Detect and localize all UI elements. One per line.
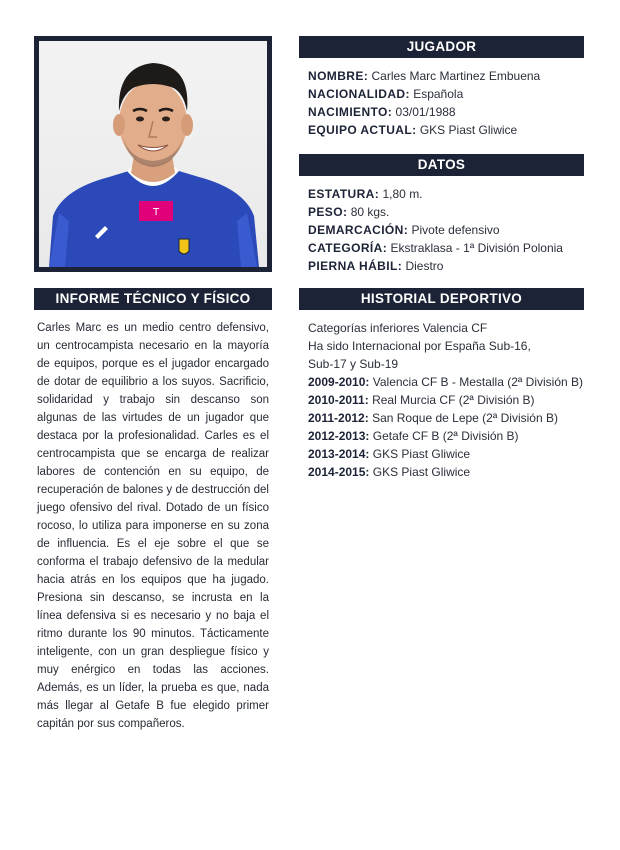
season-label: 2014-2015: xyxy=(308,465,370,479)
field-value: Española xyxy=(413,87,464,101)
player-section-header: JUGADOR xyxy=(299,36,584,58)
player-field-name xyxy=(308,67,540,85)
season-team: Valencia CF B - Mestalla (2ª División B) xyxy=(372,375,584,389)
field-value: 03/01/1988 xyxy=(395,105,456,119)
data-section-header: DATOS xyxy=(299,154,584,176)
history-list xyxy=(308,319,598,481)
history-intro-line: Categorías inferiores Valencia CF xyxy=(308,321,488,335)
field-label: DEMARCACIÓN: xyxy=(308,223,409,237)
player-field-nationality xyxy=(308,85,540,103)
field-value: GKS Piast Gliwice xyxy=(419,123,518,137)
field-value: Carles Marc Martinez Embuena xyxy=(371,69,541,83)
field-value: 80 kgs. xyxy=(350,205,390,219)
player-photo xyxy=(39,41,267,267)
data-info xyxy=(308,185,563,275)
field-label: PESO: xyxy=(308,205,348,219)
history-season-row xyxy=(308,427,598,445)
field-value: 1,80 m. xyxy=(382,187,423,201)
player-field-team xyxy=(308,121,540,139)
data-field-category xyxy=(308,239,563,257)
player-field-birth xyxy=(308,103,540,121)
data-field-weight xyxy=(308,203,563,221)
field-label: PIERNA HÁBIL: xyxy=(308,259,403,273)
history-intro-line: Ha sido Internacional por España Sub-16, xyxy=(308,339,531,353)
season-team: Getafe CF B (2ª División B) xyxy=(372,429,519,443)
season-label: 2010-2011: xyxy=(308,393,369,407)
history-season-row xyxy=(308,373,598,391)
season-label: 2013-2014: xyxy=(308,447,370,461)
season-team: San Roque de Lepe (2ª División B) xyxy=(372,411,558,425)
field-label: NOMBRE: xyxy=(308,69,369,83)
data-field-position xyxy=(308,221,563,239)
history-intro-line: Sub-17 y Sub-19 xyxy=(308,357,399,371)
field-label: ESTATURA: xyxy=(308,187,380,201)
field-value: Ekstraklasa - 1ª División Polonia xyxy=(390,241,563,255)
field-label: CATEGORÍA: xyxy=(308,241,388,255)
player-portrait-image xyxy=(39,41,267,267)
svg-text:T: T xyxy=(152,207,160,218)
data-field-foot xyxy=(308,257,563,275)
season-label: 2009-2010: xyxy=(308,375,370,389)
report-section-header: INFORME TÉCNICO Y FÍSICO xyxy=(34,288,272,310)
player-info xyxy=(308,67,540,139)
season-team: GKS Piast Gliwice xyxy=(372,447,471,461)
history-section-header: HISTORIAL DEPORTIVO xyxy=(299,288,584,310)
season-team: Real Murcia CF (2ª División B) xyxy=(372,393,535,407)
field-label: NACIMIENTO: xyxy=(308,105,393,119)
player-photo-frame xyxy=(34,36,272,272)
history-season-row xyxy=(308,391,598,409)
season-label: 2011-2012: xyxy=(308,411,369,425)
report-text: Carles Marc es un medio centro defensivo, un centrocampista necesario en la mayoría de equipos, porque es el jugador encargado de dotar de equilibrio a los suyos. Sacrificio, solidaridad y trabajo sin descanso son algunas de las virtudes de un jugador que destaca por la profesionalidad. Carles es el centrocampista que se encarga de realizar labores de contención en su equipo, de recuperación de balones y de destrucción del juego ofensivo del rival. Dotado de un físico rocoso, lo utiliza para imponerse en su zona de influencia. Es el eje sobre el que se conforma el trabajo defensivo de la medular hacia atrás en los equipos que ha jugado. Presiona sin descanso, se incrusta en la línea defensiva si es necesario y no baja el ritmo durante los 90 minutos. Tácticamente inteligente, con un gran despliegue físico y muy enérgico en todas las acciones. Además, es un líder, la prueba es que, nada más llegar al Getafe B fue elegido primer capitán por sus compañeros. xyxy=(37,322,269,730)
history-season-row xyxy=(308,445,598,463)
history-season-row xyxy=(308,409,598,427)
data-field-height xyxy=(308,185,563,203)
season-label: 2012-2013: xyxy=(308,429,370,443)
field-value: Pivote defensivo xyxy=(411,223,500,237)
history-season-row xyxy=(308,463,598,481)
season-team: GKS Piast Gliwice xyxy=(372,465,471,479)
field-label: EQUIPO ACTUAL: xyxy=(308,123,417,137)
field-value: Diestro xyxy=(405,259,444,273)
field-label: NACIONALIDAD: xyxy=(308,87,410,101)
